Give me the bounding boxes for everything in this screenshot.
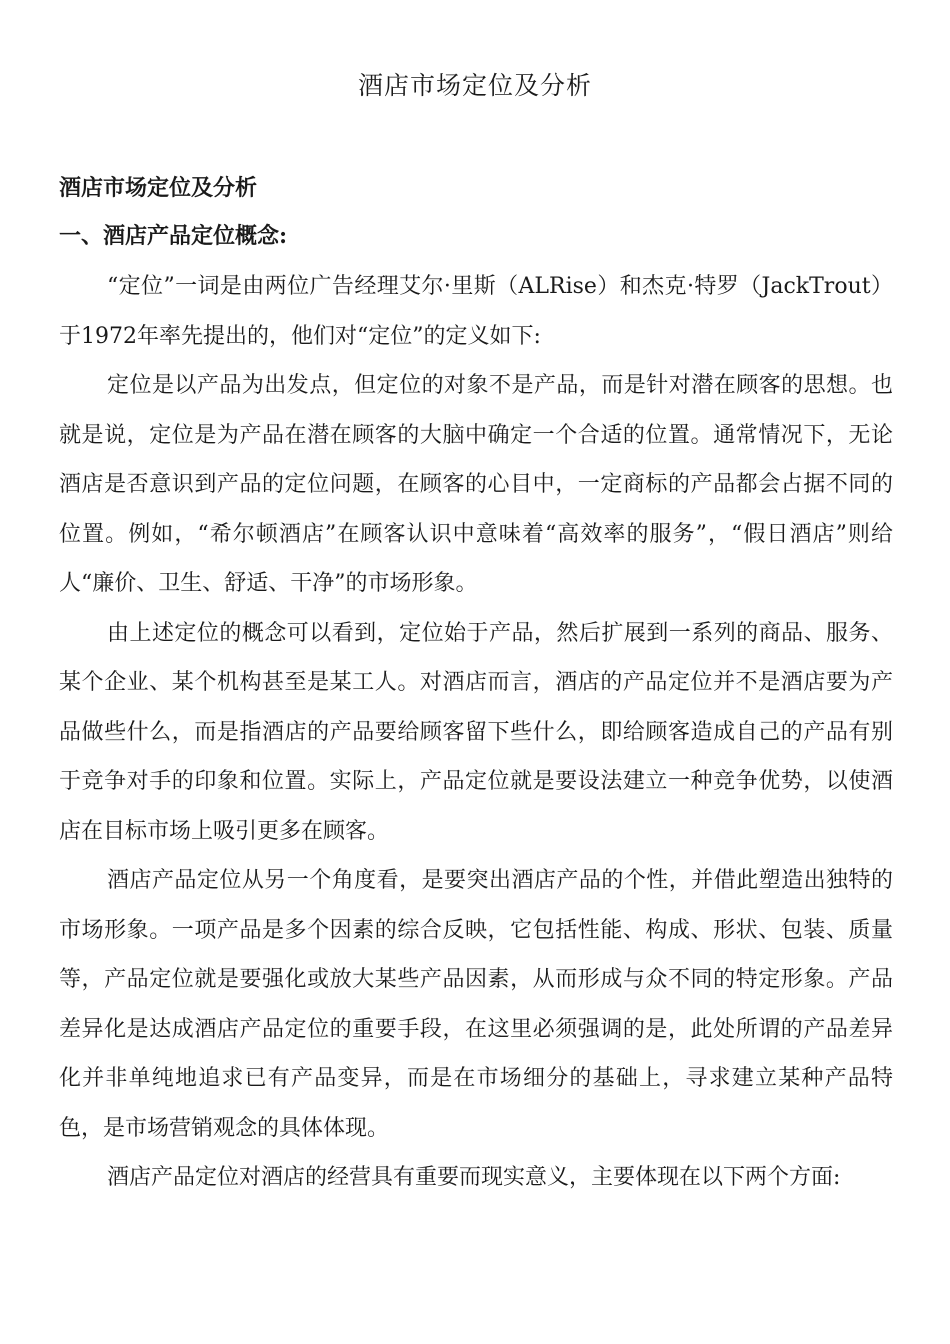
paragraph-product-differentiation: 酒店产品定位从另一个角度看，是要突出酒店产品的个性，并借此塑造出独特的市场形象。一项产品是多个因素的综合反映，它包括性能、构成、形状、包装、质量等，产品定位就是要强化或放大某些产品因素，从而形成与众不同的特定形象。产品差异化是达成酒店产品定位的重要手段，在这里必须强调的是，此处所谓的产品差异化并非单纯地追求已有产品变异，而是在市场细分的基础上，寻求建立某种产品特色，是市场营销观念的具体体现。 [59,868,893,1141]
document-title: 酒店市场定位及分析 [357,71,592,100]
paragraph-significance: 酒店产品定位对酒店的经营具有重要而现实意义，主要体现在以下两个方面: [107,1165,841,1190]
section-heading: 酒店市场定位及分析 [59,175,258,201]
subsection-heading: 一、酒店产品定位概念: [59,223,288,249]
paragraph-definition-origin: “定位”一词是由两位广告经理艾尔·里斯（ALRise）和杰克·特罗（JackTrout）于1972年率先提出的，他们对“定位”的定义如下: [59,274,893,349]
paragraph-positioning-scope: 由上述定位的概念可以看到，定位始于产品，然后扩展到一系列的商品、服务、某个企业、某个机构甚至是某工人。对酒店而言，酒店的产品定位并不是酒店要为产品做些什么，而是指酒店的产品要给顾客留下些什么，即给顾客造成自己的产品有别于竞争对手的印象和位置。实际上，产品定位就是要设法建立一种竞争优势，以使酒店在目标市场上吸引更多在顾客。 [59,620,893,844]
document-body [59,166,893,1203]
paragraph-positioning-meaning: 定位是以产品为出发点，但定位的对象不是产品，而是针对潜在顾客的思想。也就是说，定位是为产品在潜在顾客的大脑中确定一个合适的位置。通常情况下，无论酒店是否意识到产品的定位问题，在顾客的心目中，一定商标的产品都会占据不同的位置。例如，“希尔顿酒店”在顾客认识中意味着“高效率的服务”，“假日酒店”则给人“廉价、卫生、舒适、干净”的市场形象。 [59,373,893,596]
